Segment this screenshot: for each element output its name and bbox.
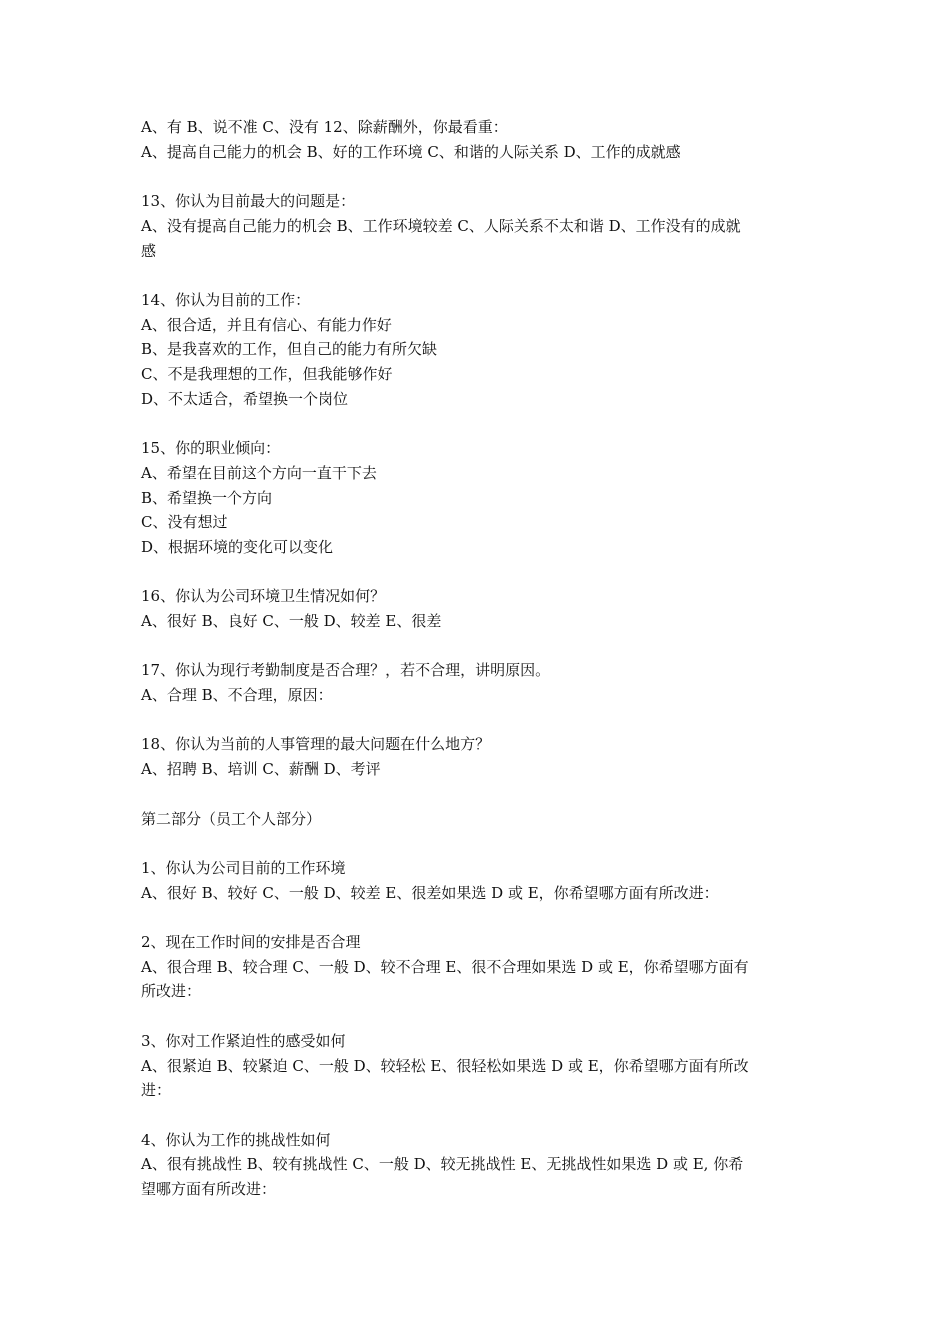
text-line: 所改进：: [141, 982, 202, 1001]
paragraph-gap: [141, 708, 813, 733]
paragraph-gap: [141, 1004, 813, 1029]
text-line: 17、你认为现行考勤制度是否合理？，若不合理，讲明原因。: [141, 661, 551, 680]
text-line: A、很有挑战性 B、较有挑战性 C、一般 D、较无挑战性 E、无挑战性如果选 D 或 E, 你希: [141, 1155, 744, 1174]
text-line: 4、你认为工作的挑战性如何: [141, 1130, 331, 1149]
text-line: C、不是我理想的工作，但我能够作好: [141, 365, 393, 383]
text-line: 14、你认为目前的工作：: [141, 290, 311, 309]
text-line: 15、你的职业倾向：: [141, 439, 281, 458]
document-page: [141, 115, 813, 1202]
paragraph: [141, 856, 813, 905]
text-line: D、根据环境的变化可以变化: [141, 537, 334, 556]
text-line: 18、你认为当前的人事管理的最大问题在什么地方？: [141, 735, 491, 754]
text-line: A、很好 B、良好 C、一般 D、较差 E、很差: [141, 612, 442, 630]
text-line: A、提高自己能力的机会 B、好的工作环境 C、和谐的人际关系 D、工作的成就感: [141, 142, 681, 161]
text-line: 13、你认为目前最大的问题是：: [141, 192, 356, 211]
paragraph: [141, 732, 813, 781]
paragraph: [141, 436, 813, 560]
text-line: A、没有提高自己能力的机会 B、工作环境较差 C、人际关系不太和谐 D、工作没有的成就: [141, 216, 741, 235]
text-line: 2、现在工作时间的安排是否合理: [141, 933, 361, 952]
paragraph-gap: [141, 411, 813, 436]
paragraph: [141, 1029, 813, 1103]
paragraph: [141, 189, 813, 263]
text-line: A、招聘 B、培训 C、薪酬 D、考评: [141, 760, 381, 779]
paragraph: [141, 115, 813, 164]
text-line: B、是我喜欢的工作，但自己的能力有所欠缺: [141, 340, 438, 359]
paragraph-gap: [141, 263, 813, 288]
text-line: 16、你认为公司环境卫生情况如何？: [141, 587, 386, 606]
text-line: 第二部分（员工个人部分）: [141, 809, 322, 828]
text-line: A、希望在目前这个方向一直干下去: [141, 463, 377, 482]
text-line: A、很合适，并且有信心、有能力作好: [141, 315, 392, 334]
text-line: B、希望换一个方向: [141, 488, 273, 507]
paragraph: [141, 288, 813, 412]
paragraph-gap: [141, 164, 813, 189]
text-line: A、很合理 B、较合理 C、一般 D、较不合理 E、很不合理如果选 D 或 E，你希望哪方面有: [141, 957, 749, 976]
text-line: A、很紧迫 B、较紧迫 C、一般 D、较轻松 E、很轻松如果选 D 或 E，你希望哪方面有所改: [141, 1056, 749, 1075]
paragraph-gap: [141, 634, 813, 659]
paragraph-gap: [141, 831, 813, 856]
text-line: A、合理 B、不合理，原因：: [141, 686, 333, 705]
paragraph-gap: [141, 905, 813, 930]
paragraph: [141, 807, 813, 832]
paragraph-gap: [141, 1103, 813, 1128]
text-line: 感: [141, 241, 157, 260]
text-line: 望哪方面有所改进：: [141, 1180, 277, 1199]
text-line: 进：: [141, 1081, 172, 1100]
paragraph: [141, 584, 813, 633]
paragraph: [141, 658, 813, 707]
text-line: A、很好 B、较好 C、一般 D、较差 E、很差如果选 D 或 E，你希望哪方面有所改进：: [141, 883, 719, 902]
text-line: 3、你对工作紧迫性的感受如何: [141, 1031, 346, 1050]
paragraph: [141, 930, 813, 1004]
text-line: A、有 B、说不准 C、没有 12、除薪酬外，你最看重：: [141, 118, 508, 136]
paragraph: [141, 1128, 813, 1202]
paragraph-gap: [141, 560, 813, 585]
paragraph-gap: [141, 782, 813, 807]
text-line: C、没有想过: [141, 513, 228, 532]
text-line: 1、你认为公司目前的工作环境: [141, 858, 346, 877]
text-line: D、不太适合，希望换一个岗位: [141, 389, 349, 408]
